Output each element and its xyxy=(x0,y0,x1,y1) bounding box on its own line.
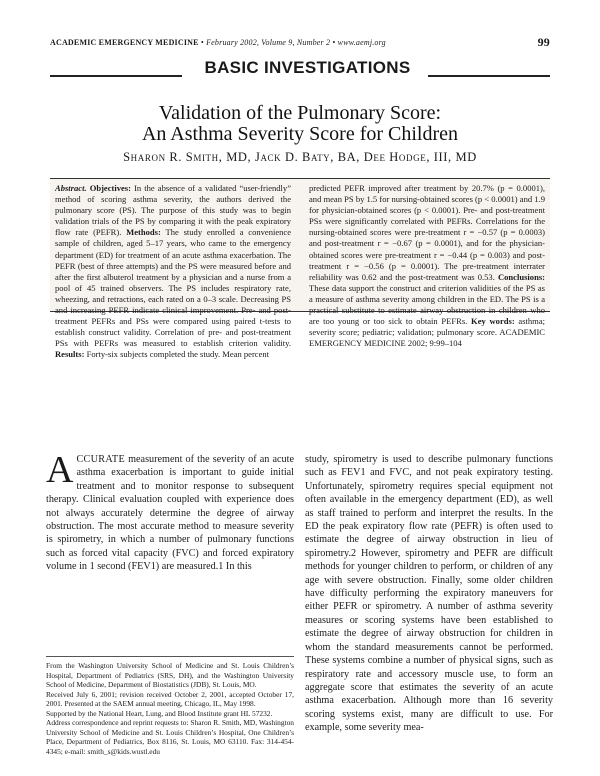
body-column-left xyxy=(46,449,294,574)
objectives-label: Objectives: xyxy=(89,183,131,193)
footnote-correspondence: Address correspondence and reprint requests to: Sharon R. Smith, MD, Washington University School of Medicine and St. Louis Children’s Hospital, One Children’s Place, Department of Pediatrics, Box 8116, St. Louis, MO 63110. Fax: 314-454-4345; e-mail: smith_s@kids.wustl.edu xyxy=(46,718,294,756)
footnote-affiliation: From the Washington University School of Medicine and St. Louis Children’s Hospital, Department of Pediatrics (SRS, DH), and the Washington University School of Medicine, Department of Biostatistics (JDB), St. Louis, MO. xyxy=(46,661,294,689)
footnote-support: Supported by the National Heart, Lung, and Blood Institute grant HL 57232. xyxy=(46,708,273,718)
conclusions-label: Conclusions: xyxy=(497,271,546,282)
issue-info: February 2002, Volume 9, Number 2 xyxy=(206,38,331,47)
footnote-received: Received July 6, 2001; revision received October 2, 2001, accepted October 17, 2001. Presented at the SAEM annual meeting, Chicago, IL, May 1998. xyxy=(46,689,294,708)
keywords-label: Key words: xyxy=(471,316,515,327)
conclusions-text: These data support the construct and criterion validities of the PS as a measure of asthma severity among children in the ED. The PS is a practical substitute to estimate airway obstruction in children who are too young or too sick to obtain PEFRs. xyxy=(309,282,545,327)
results-label: Results: xyxy=(55,349,85,360)
article-title xyxy=(40,103,560,145)
drop-cap: A xyxy=(46,449,74,491)
header-separator: • xyxy=(200,38,204,47)
page-number: 99 xyxy=(537,35,550,49)
abstract-heading: Abstract. xyxy=(55,183,87,193)
section-rule-left xyxy=(50,75,182,77)
section-rule-right xyxy=(428,75,550,77)
lead-word: CCURATE xyxy=(76,454,125,465)
author-list: Sharon R. Smith, MD, Jack D. Baty, BA, Dee Hodge, III, MD xyxy=(123,150,477,164)
results-text-right: predicted PEFR improved after treatment by 20.7% (p = 0.0001), and mean PS by 1.5 for nursing-obtained scores (p < 0.0001) and 1.9 for physician-obtained scores (p < 0.0001). Pre- and post-treatment PSs were significantly correlated with PEFRs. Correlations for the nursing-obtained scores were pre-treatment r = −0.57 (p = 0.0003) and post-treatment r = −0.67 (p = 0.0001), and for the physician-obtained scores were pre-treatment r = −0.44 (p = 0.003) and post-treatment r = −0.56 (p = 0.0001). The pre-treatment interrater reliability was 0.62 and the post-treatment was 0.53. xyxy=(309,183,545,282)
footnote-rule xyxy=(46,656,294,657)
running-header xyxy=(50,35,550,52)
section-label: BASIC INVESTIGATIONS xyxy=(204,58,411,77)
keywords-text: asthma; severity score; pediatric; validation; pulmonary score. ACADEMIC EMERGENCY MEDICINE 2002; 9:99–104 xyxy=(309,316,545,349)
body-text-right: study, spirometry is used to describe pulmonary functions such as FEV1 and FVC, and not peak expiratory testing. Unfortunately, spirometry requires special equipment not often available in the emergency department (ED), as well as staff trained to perform and interpret the results. In the ED the peak expiratory flow rate (PEFR) is often used to estimate the degree of airway obstruction in lieu of spirometry.2 However, spirometry and PEFR are difficult methods for younger children to perform, or children of any age with severe obstruction. Finally, some older children have difficulty performing the expiratory maneuvers for either PEFR or spirometry. A number of asthma severity measures or scoring systems have been established to estimate the degree of airway obstruction for children in whom the standard measurements cannot be performed. These systems combine a number of physical signs, such as respiratory rate and accessory muscle use, to form an aggregate score that estimates the severity of an acute asthma exacerbation. Although more than 16 severity scoring systems exist, many are difficult to use. For example, some severity mea- xyxy=(305,454,553,734)
objectives-text: In the absence of a validated “user-friendly” method of scoring asthma severity, the authors derived the pulmonary score (PS). The purpose of this study was to begin validation trials of the PS by comparing it with the peak expiratory flow rate (PEFR). xyxy=(55,183,291,238)
journal-url[interactable]: www.aemj.org xyxy=(337,38,386,47)
journal-name: ACADEMIC EMERGENCY MEDICINE xyxy=(50,38,199,47)
abstract-column-left xyxy=(55,183,291,361)
results-text-left: Forty-six subjects completed the study. Mean percent xyxy=(86,349,270,360)
abstract-box xyxy=(50,178,550,360)
section-banner xyxy=(50,58,550,80)
methods-text: The study enrolled a convenience sample of children, aged 5–17 years, who came to the emergency department (ED) for treatment of an acute asthma exacerbation. The PEFR (best of three attempts) and the PS were measured before and after the first albuterol treatment by a physician and a nurse from a pool of 45 trained observers. The PS includes respiratory rate, wheezing, and retractions, each rated on a 0–3 scale. Decreasing PS and increasing PEFR indicate clinical improvement. Pre- and post-treatment PEFRs and PSs were compared using paired t-tests to establish construct validity. Correlation of pre- and post-treatment PSs with PEFRs was measured to establish criterion validity. xyxy=(55,227,292,349)
header-separator-2: • xyxy=(332,38,336,47)
abstract-column-right xyxy=(309,183,545,349)
body-text-left: measurement of the severity of an acute asthma exacerbation is important to guide initial treatment and to monitor response to subsequent therapy. Clinical evaluation coupled with experience does not always accurately determine the degree of airway obstruction. The most accurate method to measure severity is spirometry, in which a number of pulmonary functions such as forced vital capacity (FVC) and forced expiratory volume in 1 second (FEV1) are measured.1 In this xyxy=(46,454,294,573)
title-line-1: Validation of the Pulmonary Score: xyxy=(158,102,442,124)
methods-label: Methods: xyxy=(126,227,161,238)
body-column-right xyxy=(305,453,553,735)
footnotes xyxy=(46,661,294,756)
title-line-2: An Asthma Severity Score for Children xyxy=(141,123,459,145)
